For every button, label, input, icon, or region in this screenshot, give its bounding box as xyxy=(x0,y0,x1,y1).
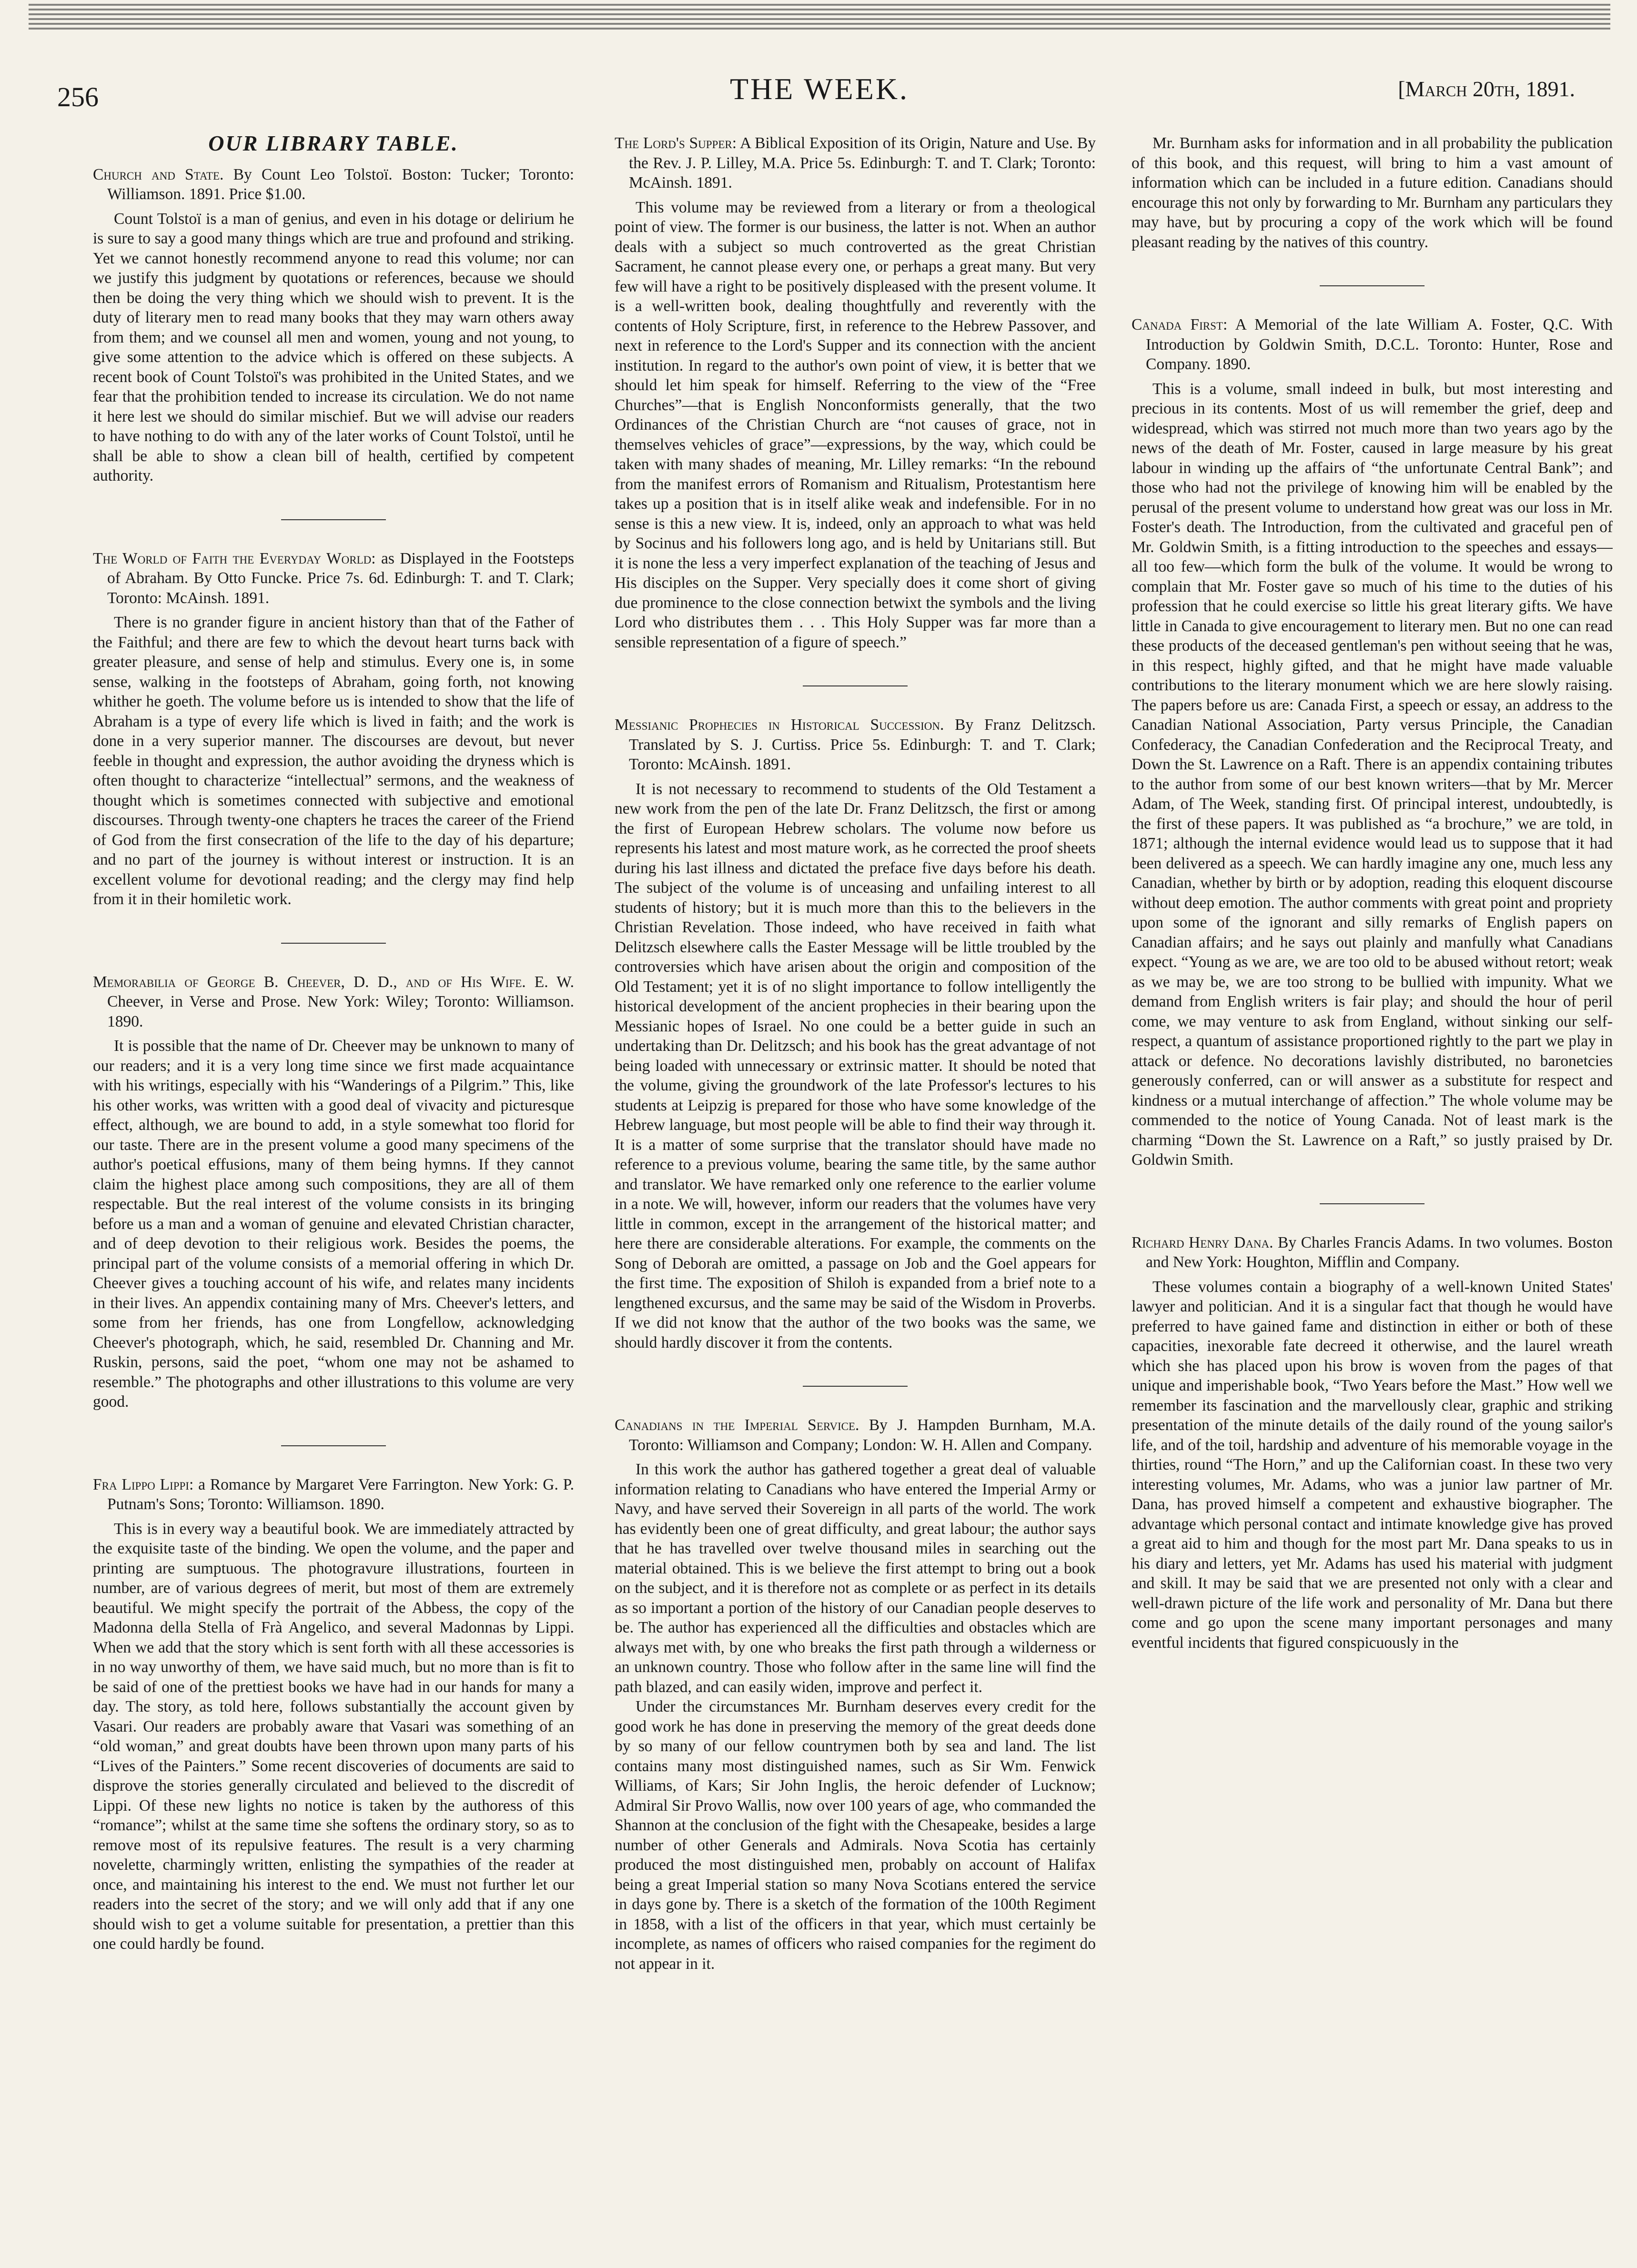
review-title: Church and State. xyxy=(93,165,224,183)
review-title: Canada First: xyxy=(1132,316,1228,333)
review-paragraph: This volume may be reviewed from a literary or from a theological point of view. The former is our business, the latter is not. When an author deals with a subject so much controverted as the great Christian Sacrament, he cannot please every one, or perhaps a great many. But very few will have a right to be positively displeased with the present volume. It is a well-written book, dealing thoughtfully and reverently with the contents of Holy Scripture, first, in reference to the Hebrew Passover, and next in reference to the Lord's Supper and its connection with the ancient institution. In regard to the author's own point of view, it is better that we should let him speak for himself. Referring to the view of the “Free Churches”—that is English Nonconformists generally, that the two Ordinances of the Christian Church are “not causes of grace, not in themselves vehicles of grace”—expressions, by the way, which could be taken with many shades of meaning, Mr. Lilley remarks: “In the rebound from the manifest errors of Romanism and Ritualism, Protestantism here takes up a position that is in itself alike weak and indefensible. For in no sense is this a new view. It is, indeed, only an approach to what was held by Socinus and his followers long ago, and is held by Unitarians still. But it is none the less a very imperfect explanation of the teaching of Jesus and His disciples on the Supper. Very specially does it come short of giving due prominence to the close connection betwixt the symbols and the living Lord who distributes them . . . This Holy Supper was far more than a sensible representation of a figure of speech.” xyxy=(615,198,1096,651)
review-paragraph: These volumes contain a biography of a well-known United States' lawyer and politician. And it is a singular fact that though he would have preferred to have gained fame and distinction in either or both of these capacities, inexorable fate decreed it otherwise, and the laurel wreath which she has placed upon his brow is woven from the pages of that unique and imperishable book, “Two Years before the Mast.” How well we remember its fascination and the marvellously clear, graphic and striking presentation of the minute details of the daily round of the young sailor's life, and of the toil, hardship and adventure of his memorable voyage in the thirties, round “The Horn,” and up the Californian coast. In these two very interesting volumes, Mr. Adams, who was a junior law partner of Mr. Dana, has proved himself a competent and exhaustive biographer. The advantage which personal contact and intimate knowledge give has proved a great aid to him and though for the most part Mr. Dana speaks to us in his diary and letters, yet Mr. Adams has used his material with judgment and skill. It may be said that we are presented not only with a clear and well-drawn picture of the life work and personality of Mr. Dana but there come and go upon the scene many important personages and many eventful incidents that figured conspicuously in the xyxy=(1132,1278,1613,1652)
divider xyxy=(281,519,386,520)
review-body xyxy=(1132,133,1613,252)
review-details: By Franz Delitzsch. Translated by S. J. Curtiss. Price 5s. Edinburgh: T. and T. Clark; Toronto: McAinsh. 1891. xyxy=(629,716,1096,773)
divider xyxy=(803,1386,908,1387)
review-body xyxy=(615,779,1096,1353)
review-canadians-imperial-service xyxy=(615,1415,1096,1974)
divider xyxy=(1320,1203,1425,1204)
review-heading xyxy=(93,549,574,608)
review-details: as Displayed in the Footsteps of Abraham. By Otto Funcke. Price 7s. 6d. Edinburgh: T. and T. Clark; Toronto: McAinsh. 1891. xyxy=(107,549,574,607)
review-messianic-prophecies xyxy=(615,715,1096,1352)
review-body xyxy=(93,209,574,486)
review-body xyxy=(93,1036,574,1412)
review-body xyxy=(615,1460,1096,1974)
review-heading xyxy=(615,133,1096,193)
review-heading xyxy=(1132,1233,1613,1272)
newspaper-title: THE WEEK. xyxy=(729,72,909,106)
masthead xyxy=(0,71,1637,124)
review-details: E. W. Cheever, in Verse and Prose. New York: Wiley; Toronto: Williamson. 1890. xyxy=(107,973,574,1030)
review-body xyxy=(1132,1277,1613,1653)
review-details: By Charles Francis Adams. In two volumes. Boston and New York: Houghton, Mifflin and Company. xyxy=(1146,1233,1613,1271)
review-details: a Romance by Margaret Vere Farrington. New York: G. P. Putnam's Sons; Toronto: Williamson. 1890. xyxy=(107,1475,574,1513)
divider xyxy=(1320,285,1425,286)
review-body xyxy=(93,613,574,909)
review-title: Canadians in the Imperial Service. xyxy=(615,1416,859,1434)
review-memorabilia-cheever xyxy=(93,972,574,1412)
column-2 xyxy=(615,133,1096,2248)
review-paragraph: Under the circumstances Mr. Burnham deserves every credit for the good work he has done in preserving the memory of the great deeds done by so many of our fellow countrymen both by sea and land. The list contains many most distinguished names, such as Sir Wm. Fenwick Williams, of Kars; Sir John Inglis, the heroic defender of Lucknow; Admiral Sir Provo Wallis, now over 100 years of age, who commanded the Shannon at the conclusion of the fight with the Chesapeake, besides a large number of other Generals and Admirals. Nova Scotia has certainly produced the most distinguished men, probably on account of Halifax being a great Imperial station so many Nova Scotians entered the service in days gone by. There is a sketch of the formation of the 100th Regiment in 1858, with a list of the officers in that year, which must certainly be incomplete, as names of officers who raised companies for the regiment do not appear in it. xyxy=(615,1698,1096,1973)
review-body xyxy=(1132,379,1613,1170)
review-paragraph: This is in every way a beautiful book. We are immediately attracted by the exquisite taste of the binding. We open the volume, and the paper and printing are sumptuous. The photogravure illustrations, fourteen in number, are of various degrees of merit, but most of them are extremely beautiful. We might specify the portrait of the Abbess, the copy of the Madonna della Stella of Frà Angelico, and several Madonnas by Lippi. When we add that the story which is sent forth with all these accessories is in no way unworthy of them, we have said much, but no more than is fit to be said of one of the prettiest books we have had in our hands for many a day. The story, as told here, follows substantially the account given by Vasari. Our readers are probably aware that Vasari was something of an “old woman,” and great doubts have been thrown upon many parts of his “Lives of the Painters.” Some recent discoveries of documents are said to disprove the stories generally circulated and believed to the discredit of Lippi. Of these new lights no notice is taken by the authoress of this “romance”; whilst at the same time she softens the ordinary story, so as to remove most of its repulsive features. The result is a very charming novelette, charmingly written, enlisting the sympathies of the reader at once, and maintaining his interest to the end. We must not further let our readers into the secret of the story; and we will only add that if any one should wish to get a volume suitable for presentation, a prettier than this one could hardly be found. xyxy=(93,1520,574,1953)
review-paragraph: It is possible that the name of Dr. Cheever may be unknown to many of our readers; and it is a very long time since we first made acquaintance with his writings, especially with his “Wanderings of a Pilgrim.” This, like his other works, was written with a good deal of vivacity and picturesque effect, although, we are bound to add, in a style somewhat too florid for our taste. There are in the present volume a good many specimens of the author's poetical effusions, many of them being hymns. If they cannot claim the highest place among such compositions, they are all of them respectable. But the real interest of the volume consists in its bringing before us a man and a woman of genuine and elevated Christian character, and of deep devotion to their religious work. Besides the poems, the principal part of the volume consists of a memorial offering in which Dr. Cheever gives a touching account of his wife, and relates many incidents in their lives. An appendix containing many of Mrs. Cheever's letters, and some from her friends, has one from Longfellow, acknowledging Cheever's photograph, which, he said, resembled Dr. Channing and Mr. Ruskin, persons, said the poet, “whom one may not be ashamed to resemble.” The photographs and other illustrations to this volume are very good. xyxy=(93,1037,574,1411)
review-title: The Lord's Supper: xyxy=(615,134,737,152)
review-church-and-state xyxy=(93,165,574,486)
review-details: A Memorial of the late William A. Foster, Q.C. With Introduction by Goldwin Smith, D.C.L. Toronto: Hunter, Rose and Company. 1890. xyxy=(1146,316,1613,373)
review-heading xyxy=(93,972,574,1032)
review-lords-supper xyxy=(615,133,1096,652)
review-fra-lippo-lippi xyxy=(93,1475,574,1954)
page-number: 256 xyxy=(57,81,99,112)
divider xyxy=(281,943,386,944)
review-paragraph: There is no grander figure in ancient history than that of the Father of the Faithful; and there are few to which the devout heart turns back with greater pleasure, and sense of help and stimulus. Every one is, in some sense, walking in the footsteps of Abraham, going forth, not knowing whither he goeth. The volume before us is intended to show that the life of Abraham is a type of every life which is lived in faith; and the work is done in a very superior manner. The discourses are devout, but never feeble in thought and expression, the author avoiding the dryness which is often thought to characterize “intellectual” sermons, and the weakness of thought which is sometimes connected with subjective and emotional discourses. Through twenty-one chapters he traces the career of the Friend of God from the first consecration of the life to the day of his departure; and no part of the journey is without interest or instruction. It is an excellent volume for devotional reading; and the clergy may find help from it in their homiletic work. xyxy=(93,614,574,908)
top-border-rule xyxy=(29,4,1610,32)
divider xyxy=(803,685,908,686)
review-details: By Count Leo Tolstoï. Boston: Tucker; Toronto: Williamson. 1891. Price $1.00. xyxy=(107,165,574,203)
review-heading xyxy=(615,715,1096,775)
review-details: By J. Hampden Burnham, M.A. Toronto: Williamson and Company; London: W. H. Allen and Company. xyxy=(629,1416,1096,1454)
section-heading: OUR LIBRARY TABLE. xyxy=(208,133,459,155)
review-paragraph: Count Tolstoï is a man of genius, and even in his dotage or delirium he is sure to say a good many things which are true and profound and striking. Yet we cannot honestly recommend anyone to read this volume; nor can we justify this judgment by quotations or references, because we should then be doing the very thing which we should wish to prevent. It is the duty of literary men to read many books that they may warn others away from them; and we counsel all men and women, young and not young, to give some attention to the advice which is offered on these subjects. A recent book of Count Tolstoï's was prohibited in the United States, and we fear that the prohibition tended to increase its circulation. We do not name it here lest we should do similar mischief. But we will advise our readers to have nothing to do with any of the later works of Count Tolstoï, until he shall be able to show a clean bill of health, certified by competent authority. xyxy=(93,210,574,484)
review-canadians-imperial-service-continued xyxy=(1132,133,1613,252)
review-heading xyxy=(1132,315,1613,374)
review-title: Fra Lippo Lippi: xyxy=(93,1475,194,1493)
review-title: Richard Henry Dana. xyxy=(1132,1233,1273,1251)
review-heading xyxy=(615,1415,1096,1455)
review-details: A Biblical Exposition of its Origin, Nature and Use. By the Rev. J. P. Lilley, M.A. Price 5s. Edinburgh: T. and T. Clark; Toronto: McAinsh. 1891. xyxy=(629,134,1096,192)
review-canada-first xyxy=(1132,315,1613,1170)
column-3 xyxy=(1132,133,1613,2248)
review-paragraph: This is a volume, small indeed in bulk, but most interesting and precious in its contents. Most of us will remember the grief, deep and widespread, which was stirred not much more than two years ago by the news of the death of Mr. Foster, caused in large measure by his great labour in winding up the affairs of “the unfortunate Central Bank”; and those who had not the privilege of knowing him will be enabled by the perusal of the present volume to understand how great was our loss in Mr. Foster's death. The Introduction, from the cultivated and graceful pen of Mr. Goldwin Smith, is a fitting introduction to the speeches and essays—all too few—which form the bulk of the volume. It would be wrong to complain that Mr. Foster gave so much of his time to the duties of his profession that he could exercise so little his great literary gifts. We have little in Canada to give encouragement to literary men. But no one can read these products of the deceased gentleman's pen without seeing that he was, in this respect, highly gifted, and that he might have made valuable contributions to the literary monument which we are here slowly raising. The papers before us are: Canada First, a speech or essay, an address to the Canadian National Association, Party versus Principle, the Canadian Confederacy, the Canadian Confederation and the Reciprocal Treaty, and Down the St. Lawrence on a Raft. There is an appendix containing tributes to the author from some of our best known writers—that by Mr. Mercer Adam, of The Week, standing first. Of principal interest, undoubtedly, is the first of these papers. It was published as “a brochure,” we are told, in 1871; although the internal evidence would lead us to suppose that it had been delivered as a speech. We can hardly imagine any one, much less any Canadian, whether by birth or by adoption, reading this eloquent discourse without deep emotion. The author comments with great point and propriety upon some of the ignorant and silly remarks of English papers on Canadian affairs; and he says out plainly and manfully what Canadians expect. “Young as we are, we are too old to be abused without retort; weak as we may be, we are too strong to be bullied with impunity. What we demand from English writers is fair play; and should the hour of peril come, we may venture to ask from England, without sinking our self-respect, a quantum of assistance proportioned rightly to the part we play in attack or defence. No decorations lavishly distributed, no baronetcies generously conferred, can or will answer as a substitute for respect and kindness or a mutual interchange of affection.” The whole volume may be commended to the notice of Young Canada. Not of least mark is the charming “Down the St. Lawrence on a Raft,” so justly praised by Dr. Goldwin Smith. xyxy=(1132,380,1613,1169)
review-body xyxy=(615,198,1096,653)
review-paragraph: It is not necessary to recommend to students of the Old Testament a new work from the pen of the late Dr. Franz Delitzsch, the first or among the first of European Hebrew scholars. The volume now before us represents his latest and most mature work, as he corrected the proof sheets during his last illness and dictated the preface five days before his death. The subject of the volume is of unceasing and unfailing interest to all students of history; but it is much more than this to the believers in the Christian Revelation. Those indeed, who have received in faith what Delitzsch elsewhere calls the Easter Message will be little troubled by the controversies which have arisen about the origin and composition of the Old Testament; yet it is of no slight importance to follow intelligently the historical development of the ancient prophecies in their bearing upon the Messianic hopes of Israel. No one could be a better guide in such an undertaking than Dr. Delitzsch; and his book has the great advantage of not being loaded with unnecessary or extrinsic matter. It should be noted that the volume, giving the groundwork of the late Professor's lectures to his students at Leipzig is prepared for those who have some knowledge of the Hebrew language, but most people will be able to find their way through it. It is a matter of some surprise that the translator should have made no reference to a previous volume, bearing the same title, by the same author and translator. We have remarked only one reference to the earlier volume in a note. We will, however, inform our readers that the volumes have very little in common, except in the arrangement of the historical matter; and here there are considerable alterations. For example, the comments on the Song of Deborah are omitted, a passage on Job and the Goel appears for the first time. The exposition of Shiloh is expanded from a brief note to a lengthened excursus, and the same may be said of the Wisdom in Proverbs. If we did not know that the author of the two books was the same, we should hardly discover it from the contents. xyxy=(615,780,1096,1351)
review-richard-henry-dana xyxy=(1132,1233,1613,1653)
review-title: Messianic Prophecies in Historical Succession. xyxy=(615,716,944,734)
review-paragraph: Mr. Burnham asks for information and in all probability the publication of this book, and this request, will bring to him a vast amount of information which can be included in a future edition. Canadians should encourage this not only by forwarding to Mr. Burnham any particulars they may have, but by procuring a copy of the work which will be found pleasant reading by the natives of this country. xyxy=(1132,134,1613,251)
review-title: Memorabilia of George B. Cheever, D. D., and of His Wife. xyxy=(93,973,526,991)
review-body xyxy=(93,1519,574,1954)
review-world-of-faith xyxy=(93,549,574,909)
issue-date: [March 20th, 1891. xyxy=(1398,77,1575,101)
review-title: The World of Faith the Everyday World: xyxy=(93,549,376,567)
column-1 xyxy=(93,133,574,2248)
divider xyxy=(281,1445,386,1446)
review-paragraph: In this work the author has gathered together a great deal of valuable information relating to Canadians who have entered the Imperial Army or Navy, and have served their Sovereign in all parts of the world. The work has evidently been one of great difficulty, and great labour; the author says that he has travelled over twelve thousand miles in searching out the material obtained. This is we believe the first attempt to bring out a book on the subject, and it is therefore not as complete or as perfect in its details as so important a portion of the history of our Canadian people deserves to be. The author has experienced all the difficulties and obstacles which are always met with, by one who breaks the first path through a wilderness or an unknown country. Those who follow after in the same line will find the path blazed, and can easily widen, improve and perfect it. xyxy=(615,1461,1096,1696)
review-heading xyxy=(93,165,574,204)
review-heading xyxy=(93,1475,574,1514)
